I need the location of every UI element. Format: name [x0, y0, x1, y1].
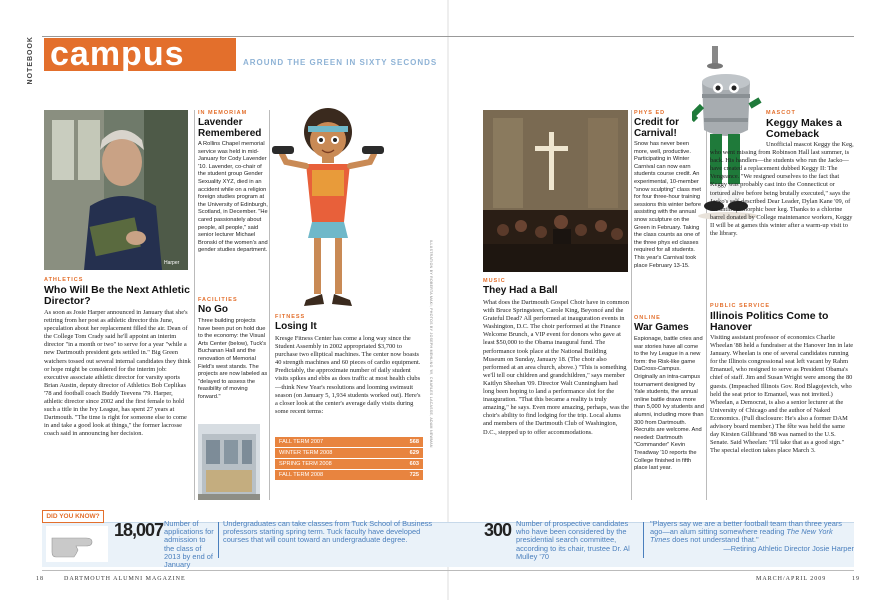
music-headline: They Had a Ball [483, 285, 558, 296]
term-row [275, 437, 423, 448]
term-row [275, 448, 423, 459]
column-rule [643, 522, 644, 558]
left-magazine-name: DARTMOUTH ALUMNI MAGAZINE [64, 576, 186, 582]
music-body: What does the Dartmouth Gospel Choir have in common with Bruce Springsteen, Carole King, Beyoncé and the Grateful Dead? All performed at inauguration events in Washington, D.C. The choir performed at the Finance Welcome Brunch, a VIP event for donors who gave at least $50,000 to the Obama inaugural fund. The performance took place at the National Building Museum on Sunday, January 18. (The choir also performed at an area church, above.) "This is something we'll tell our children and grandchildren," says member Kaitlyn Sheehan '09. Director Walt Cunningham had long been hoping to land a performance slot for the inauguration. "That this became a reality is truly amazing," he says. Even more amazing, perhaps, was the choir's ability to find lodging for the trip. Local alums and members of the Dartmouth Club of Washington, D.C., stepped up to offer accommodations. [483, 299, 629, 436]
mascot-headline: Keggy Makes a Comeback [766, 117, 842, 141]
physed-body: Snow has never been more, well, productive. Participating in Winter Carnival can now earn students course credit. An experimental, 10-member "snow sculpting" class met for four three-hour training sessions this winter before assisting with the annual snow sculpture on the Green in February. Taking the class counts as one of the three phys ed classes required for all students. This year's Carnival took place February 13-15. [634, 141, 702, 269]
term-visits: 603 [391, 459, 423, 470]
section-tab: NOTEBOOK [27, 36, 34, 85]
online-body: Espionage, battle cries and war stories have all come to the Ivy League in a new form: the Risk-like game DaCross-Campus. Originally an intra-campus tournament designed by Yale students, the annual online battle draws more than 5,000 Ivy students and alumni, including more than 300 from Dartmouth. Recruits are welcome. And needed: Dartmouth "Commander" Kevin Treadway '10 reports the College finished in fifth place last year. [634, 336, 704, 472]
fact1-text: Number of applications for admission to the class of 2013 by end of January [164, 519, 214, 570]
facilities-body: Three building projects have been put on hold due to the economy: the Visual Arts Center (below), Tuck's Buchanan Hall and the renovation of Memorial Field's west stands. The projects are now labeled as "delayed to assess the feasibility of moving forward." [198, 318, 268, 400]
did-you-know-label: DID YOU KNOW? [42, 510, 104, 523]
quote-publication: The New York Times [650, 527, 833, 545]
public-service-headline: Illinois Politics Come to Hanover [710, 310, 829, 334]
mascot-body: Unofficial mascot Keggy the Keg, who went missing from Robinson Hall last summer, is back. His handlers—the students who run the Jacko—have created a replacement dubbed Keggy II: The Vengeance. "We resigned ourselves to the fact that Keggy was probably cast into the Connecticut or tortured alive before being brutally executed," says the Jacko's self-described Dear Leader, Dylan Kane '09, of the anthropomorphic beer keg. Thanks to a chlorine barrel donated by College maintenance workers, Keggy II will be at games this winter after a warm-up visit to the library. [710, 141, 854, 238]
music-kicker: MUSIC [483, 278, 506, 284]
athletics-photo [44, 110, 188, 270]
quote-part2: does not understand that." [670, 535, 759, 545]
right-page-number: 19 [852, 576, 860, 582]
mascot-kicker: MASCOT [766, 110, 796, 116]
column-rule [218, 522, 219, 558]
weightlifter-illustration [272, 104, 384, 310]
memoriam-headline: Lavender Remembered [198, 117, 262, 139]
fitness-table [275, 437, 423, 481]
athletics-kicker: ATHLETICS [44, 277, 84, 283]
left-page-number: 18 [36, 576, 44, 582]
term-visits: 568 [391, 437, 423, 448]
tagline: AROUND THE GREEN IN SIXTY SECONDS [243, 58, 438, 67]
column-rule [631, 110, 632, 500]
photo-credit: Harper [164, 260, 180, 266]
choir-photo [483, 110, 628, 272]
fact1-number: 18,007 [114, 520, 164, 540]
memoriam-kicker: IN MEMORIAM [198, 110, 248, 116]
memoriam-body: A Rollins Chapel memorial service was held in mid-January for Cody Lavender '10. Lavender, co-chair of the student group Gender Sexuality XYZ, died in an accident while on a religion foreign studies program at the University of Edinburgh, Scotland, in December. "He cared passionately about people, all people," said senior lecturer Michael Bronski of the women's and gender studies department. [198, 141, 268, 254]
hand-graphic [46, 526, 108, 562]
choir-image [483, 110, 628, 272]
illustration-credit: ILLUSTRATION BY ROBERTA MAKI; PHOTOS BY JOSEPH MEHLING '69, CHARLES LACASSE, ADAM NEWMAN [429, 240, 433, 448]
fact3-number: 300 [484, 520, 512, 540]
quote-text [650, 520, 854, 553]
section-title: campus [50, 35, 185, 73]
physed-headline: Credit for Carnival! [634, 117, 679, 139]
term-row [275, 459, 423, 470]
public-service-kicker: PUBLIC SERVICE [710, 303, 771, 309]
fitness-body: Kresge Fitness Center has come a long way since the Student Assembly in 2002 appropriated $3,700 to purchase two elliptical machines. The center now boasts 40 strength machines and 60 pieces of cardio equipment. Predictably, the approximate number of daily student visits spikes and ebbs as does traffic at most health clubs—think New Year's resolutions and looming swimsuit season (on January 5, 1,934 students worked out). Here's a closer look at the center's average daily visits during some recent terms: [275, 335, 421, 415]
term-label: FALL TERM 2008 [275, 470, 391, 481]
term-label: SPRING TERM 2008 [275, 459, 391, 470]
fitness-illustration [272, 104, 384, 310]
athletics-headline: Who Will Be the Next Athletic Director? [44, 284, 190, 308]
term-visits: 629 [391, 448, 423, 459]
page-gutter [447, 0, 449, 600]
term-label: FALL TERM 2007 [275, 437, 391, 448]
visual-arts-photo [198, 424, 260, 500]
building-image [198, 424, 260, 500]
column-rule [269, 110, 270, 500]
portrait-image [44, 110, 188, 270]
facilities-headline: No Go [198, 304, 228, 315]
term-visits: 725 [391, 470, 423, 481]
footer-rule [42, 570, 854, 571]
facilities-kicker: FACILITIES [198, 297, 238, 303]
quote-part1: "Players say we are a better football team than three years ago—an alum sitting somewhere reading [650, 519, 843, 537]
online-kicker: ONLINE [634, 315, 661, 321]
physed-kicker: PHYS ED [634, 110, 666, 116]
fitness-kicker: FITNESS [275, 314, 306, 320]
online-headline: War Games [634, 322, 689, 333]
fact2-text: Undergraduates can take classes from Tuck School of Business professors starting spring term. Tuck faculty have developed courses that will count toward an undergraduate degree. [223, 519, 433, 545]
pointing-hand-icon [46, 526, 108, 562]
public-service-body: Visiting assistant professor of economics Charlie Wheelan '88 held a fundraiser at the Hanover Inn in late January. Wheelan is one of several candidates running for the Illinois congressional seat left vacant by Rahm Emanuel, who resigned to serve as President Obama's chief of staff. Jim and Susan Wright were among the 80 guests. (Impeached Illinois Gov. Rod Blagojevich, who held the seat prior to Emanuel, was not invited.) Wheelan, a Democrat, is also a senior lecturer at the University of Chicago and the author of Naked Economics. (Full disclosure: He's also a former DAM advisory board member.) The fête was held the same day Kirsten Gillibrand '88 was named to the U.S. Senate. Said Wheelan: "I'll take that as a good sign." The special election takes place March 3. [710, 334, 854, 455]
right-issue-date: MARCH/APRIL 2009 [756, 576, 827, 582]
fact3-text: Number of prospective candidates who have been considered by the presidential search committee, according to its chair, trustee Dr. Al Mulley '70 [516, 519, 630, 561]
term-label: WINTER TERM 2008 [275, 448, 391, 459]
quote-attribution: —Retiring Athletic Director Josie Harper [723, 543, 854, 553]
term-row [275, 470, 423, 481]
column-rule [194, 110, 195, 500]
fitness-headline: Losing It [275, 321, 317, 332]
athletics-body: As soon as Josie Harper announced in January that she's retiring from her post as athletic director this June, speculation about her replacement filled the air. Dean of the College Tom Crady said he'll appoint an interim director "in a month or two" to serve for a year "while a new Dartmouth president gets settled in." Big Green watchers tossed out several internal candidates they think or hope might be considered for the interim job: executive associate athletic director for varsity sports Brian Austin, deputy director of Athletics Bob Ceplikas '78 and football coach Buddy Teevens '79. Harper, athletic director since 2002 and the first female to hold such a title in the Ivy League, has spent 27 years at Dartmouth. "The time is right for someone else to come in and take a good look at things," the former lacrosse coach said in announcing her decision. [44, 309, 191, 438]
